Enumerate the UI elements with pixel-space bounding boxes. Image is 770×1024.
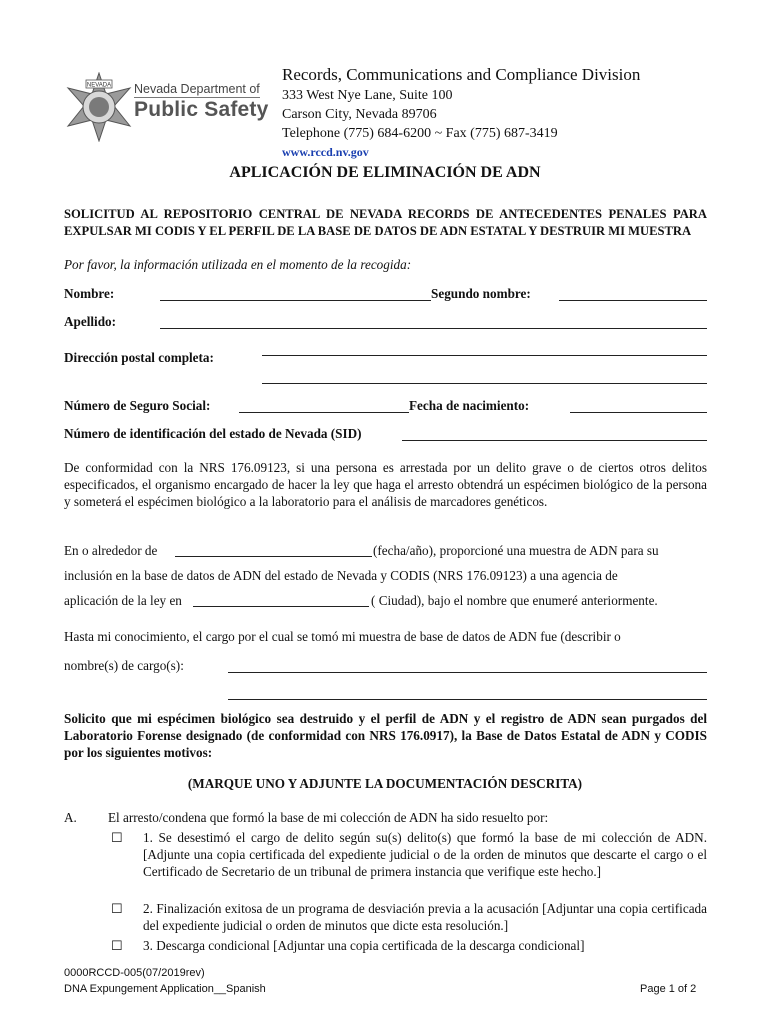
field-segundo-nombre[interactable] bbox=[559, 300, 707, 301]
address-block bbox=[282, 86, 558, 162]
field-direccion-line-1[interactable] bbox=[262, 355, 707, 356]
text-inclusion: inclusión en la base de datos de ADN del estado de Nevada y CODIS (NRS 176.09123) a una agencia de bbox=[64, 568, 618, 583]
address-line-1: 333 West Nye Lane, Suite 100 bbox=[282, 88, 453, 103]
checkbox-option-1[interactable]: ☐ bbox=[111, 830, 123, 845]
label-nombre: Nombre: bbox=[64, 286, 115, 301]
footer-form-number: 0000RCCD-005(07/2019rev) bbox=[64, 967, 205, 979]
checkbox-option-2[interactable]: ☐ bbox=[111, 901, 123, 916]
division-name: Records, Communications and Compliance Division bbox=[282, 65, 641, 84]
label-fecha-nacimiento: Fecha de nacimiento: bbox=[409, 398, 530, 413]
field-fecha-nacimiento[interactable] bbox=[570, 412, 707, 413]
document-title: APLICACIÓN DE ELIMINACIÓN DE ADN bbox=[229, 164, 541, 181]
footer-page-number: Page 1 of 2 bbox=[640, 983, 697, 995]
option-2-text: 2. Finalización exitosa de un programa de desviación previa a la acusación [Adjuntar una copia certificada del expediente judicial o orden de minutos que dicte esta resolución.] bbox=[143, 901, 707, 933]
field-cargos-line-1[interactable] bbox=[228, 672, 707, 673]
text-en-o-alrededor: En o alrededor de bbox=[64, 543, 158, 558]
label-direccion: Dirección postal completa: bbox=[64, 350, 214, 365]
option-3-text: 3. Descarga condicional [Adjuntar una copia certificada de la descarga condicional] bbox=[143, 938, 585, 953]
agency-dept: Nevada Department of bbox=[134, 82, 260, 96]
section-a-intro: El arresto/condena que formó la base de mi colección de ADN ha sido resuelto por: bbox=[108, 810, 549, 825]
phone-fax: Telephone (775) 684-6200 ~ Fax (775) 687-3419 bbox=[282, 126, 558, 141]
field-fecha-ano[interactable] bbox=[175, 556, 372, 557]
label-segundo-nombre: Segundo nombre: bbox=[431, 286, 531, 301]
address-line-2: Carson City, Nevada 89706 bbox=[282, 107, 437, 122]
field-nombre[interactable] bbox=[160, 300, 431, 301]
label-ssn: Número de Seguro Social: bbox=[64, 398, 211, 413]
footer-form-name: DNA Expungement Application__Spanish bbox=[64, 983, 266, 995]
label-apellido: Apellido: bbox=[64, 314, 117, 329]
checkbox-option-3[interactable]: ☐ bbox=[111, 938, 123, 953]
text-nombres-cargo: nombre(s) de cargo(s): bbox=[64, 658, 184, 673]
field-apellido[interactable] bbox=[160, 328, 707, 329]
field-ciudad[interactable] bbox=[193, 606, 369, 607]
option-1-text: 1. Se desestimó el cargo de delito según su(s) delito(s) que formó la base de mi colección de ADN. [Adjunte una copia certificada del expediente judicial o de la orden de minutos que descarte el cargo o el Certificado de Secretario de un tribunal de primera instancia que verifique este hecho.] bbox=[143, 830, 707, 879]
field-sid[interactable] bbox=[402, 440, 707, 441]
paragraph-solicito: Solicito que mi espécimen biológico sea destruido y el perfil de ADN y el registro de ADN sean purgados del Laboratorio Forense designado (de conformidad con NRS 176.0917), la Base de Datos Estatal de ADN y CODIS por los siguientes motivos: bbox=[64, 711, 707, 760]
form-instruction: Por favor, la información utilizada en el momento de la recogida: bbox=[64, 257, 412, 272]
field-cargos-line-2[interactable] bbox=[228, 699, 707, 700]
agency-logo bbox=[134, 80, 274, 122]
agency-name: Public Safety bbox=[134, 98, 269, 121]
label-sid: Número de identificación del estado de Nevada (SID) bbox=[64, 426, 362, 441]
text-aplicacion: aplicación de la ley en bbox=[64, 593, 182, 608]
section-a-letter: A. bbox=[64, 810, 77, 825]
mark-instruction: (MARQUE UNO Y ADJUNTE LA DOCUMENTACIÓN DESCRITA) bbox=[187, 776, 583, 791]
text-fecha-ano: (fecha/año), proporcioné una muestra de ADN para su bbox=[373, 543, 659, 558]
nevada-star-seal-icon bbox=[64, 72, 134, 142]
website-link[interactable]: www.rccd.nv.gov bbox=[282, 145, 369, 159]
text-ciudad: ( Ciudad), bajo el nombre que enumeré anteriormente. bbox=[371, 593, 658, 608]
svg-text:NEVADA: NEVADA bbox=[86, 82, 112, 89]
paragraph-nrs: De conformidad con la NRS 176.09123, si una persona es arrestada por un delito grave o de ciertos otros delitos especificados, el organismo encargado de hacer la ley que haga el arresto obtendrá un espécimen biológico de la persona y someterá el espécimen biológico a la laboratorio para el análisis de marcadores genéticos. bbox=[64, 460, 707, 509]
field-ssn[interactable] bbox=[239, 412, 409, 413]
field-direccion-line-2[interactable] bbox=[262, 383, 707, 384]
text-cargo: Hasta mi conocimiento, el cargo por el cual se tomó mi muestra de base de datos de ADN fue (describir o bbox=[64, 629, 621, 644]
document-subtitle: SOLICITUD AL REPOSITORIO CENTRAL DE NEVADA RECORDS DE ANTECEDENTES PENALES PARA EXPULSAR MI CODIS Y EL PERFIL DE LA BASE DE DATOS DE ADN ESTATAL Y DESTRUIR MI MUESTRA bbox=[64, 207, 707, 238]
